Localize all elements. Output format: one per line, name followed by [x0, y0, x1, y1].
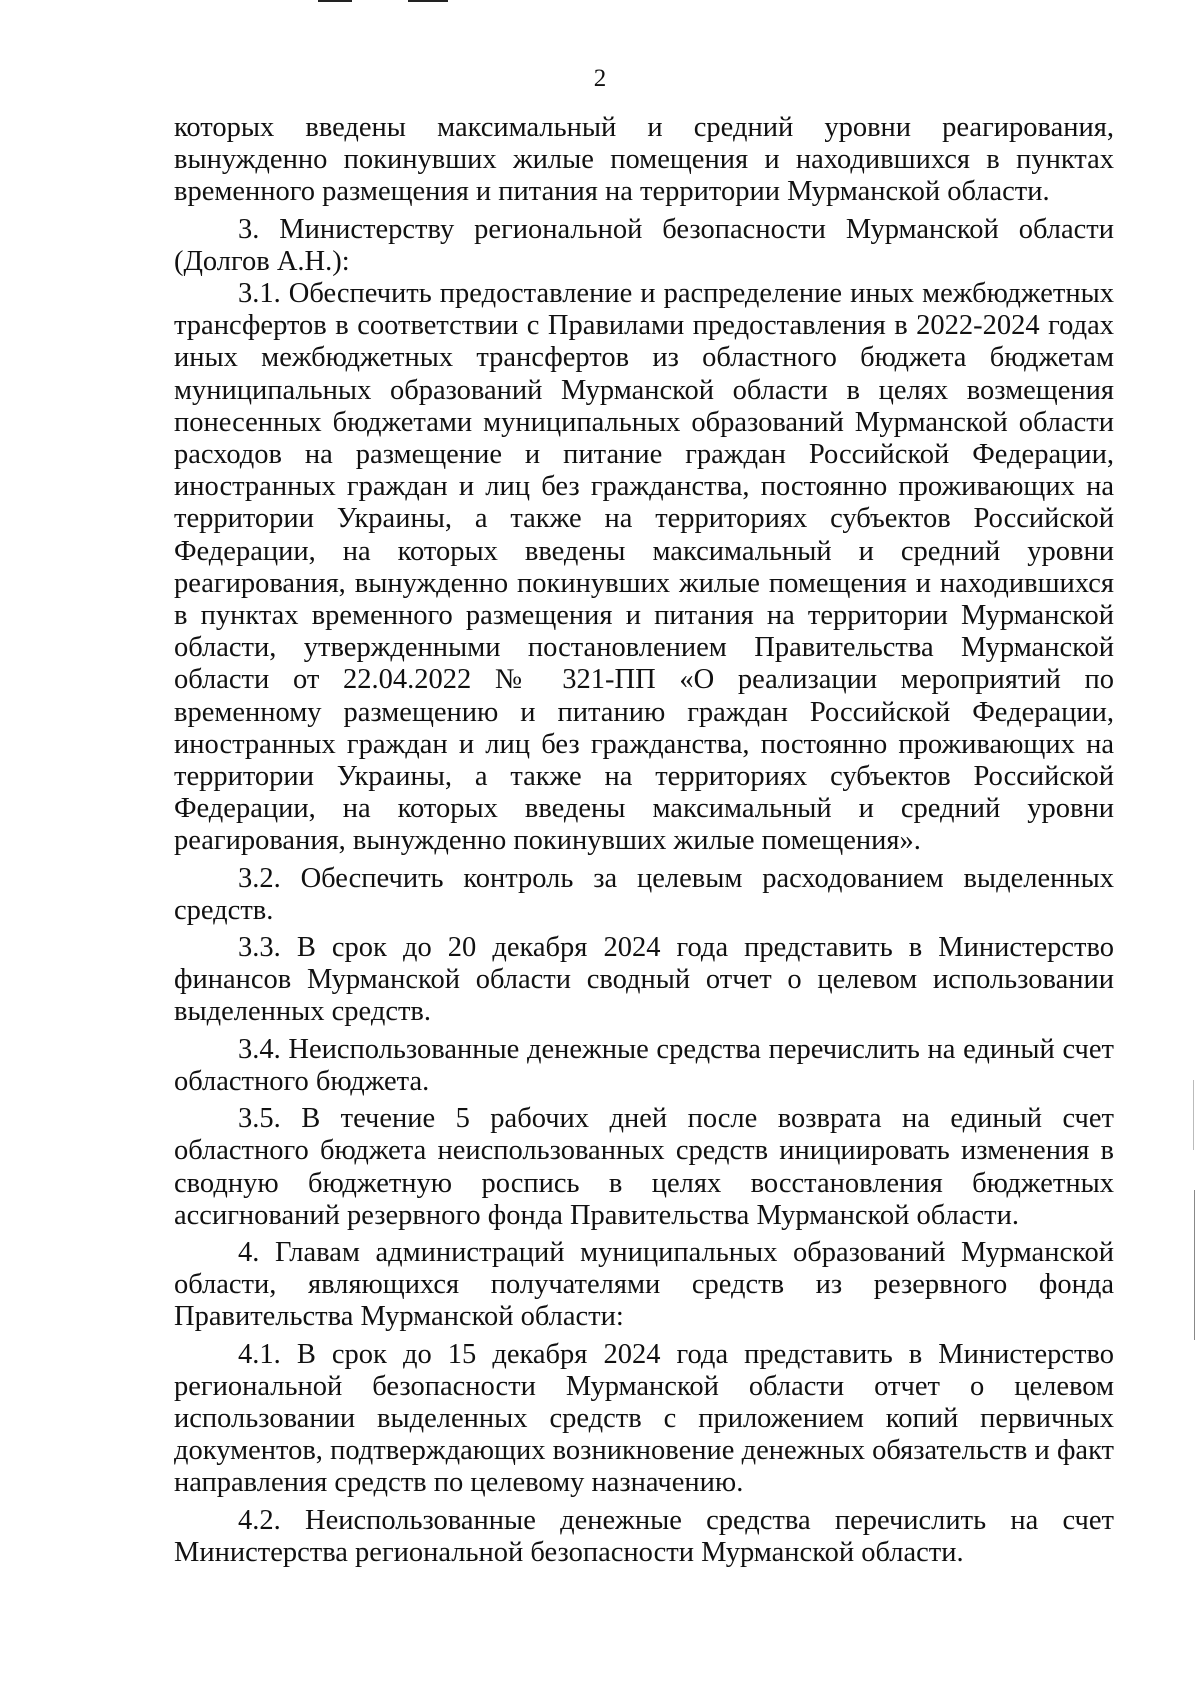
- paragraph-4-2: 4.2. Неиспользованные денежные средства перечислить на счет Министерства региональной безопасности Мурманской области.: [174, 1504, 1114, 1568]
- paragraph-3-5: 3.5. В течение 5 рабочих дней после возврата на единый счет областного бюджета неиспользованных средств инициировать изменения в сводную бюджетную роспись в целях восстановления бюджетных ассигнований резервного фонда Правительства Мурманской области.: [174, 1103, 1114, 1231]
- paragraph-3-3: 3.3. В срок до 20 декабря 2024 года представить в Министерство финансов Мурманской области сводный отчет о целевом использовании выделенных средств.: [174, 932, 1114, 1028]
- paragraph-3-4: 3.4. Неиспользованные денежные средства перечислить на единый счет областного бюджета.: [174, 1033, 1114, 1097]
- paragraph-4-1: 4.1. В срок до 15 декабря 2024 года представить в Министерство региональной безопасности Мурманской области отчет о целевом использовании выделенных средств с приложением копий первичных документов, подтверждающих возникновение денежных обязательств и факт направления средств по целевому назначению.: [174, 1338, 1114, 1499]
- scan-artifact-right-margin-2: [1194, 1190, 1195, 1340]
- scan-artifact-right-margin-1: [1193, 1080, 1194, 1150]
- page-number: 2: [593, 65, 607, 92]
- scan-artifact-top-right: [408, 0, 448, 2]
- paragraph-3-2: 3.2. Обеспечить контроль за целевым расходованием выделенных средств.: [174, 862, 1114, 926]
- paragraph-continuation: которых введены максимальный и средний уровни реагирования, вынужденно покинувших жилые помещения и находившихся в пунктах временного размещения и питания на территории Мурманской области.: [174, 112, 1114, 208]
- paragraph-4: 4. Главам администраций муниципальных образований Мурманской области, являющихся получателями средств из резервного фонда Правительства Мурманской области:: [174, 1236, 1114, 1333]
- scan-artifact-top-left: [318, 0, 352, 2]
- paragraph-3-1: 3.1. Обеспечить предоставление и распределение иных межбюджетных трансфертов в соответствии с Правилами предоставления в 2022-2024 годах иных межбюджетных трансфертов из областного бюджета бюджетам муниципальных образований Мурманской области в целях возмещения понесенных бюджетами муниципальных образований Мурманской области расходов на размещение и питание граждан Российской Федерации, иностранных граждан и лиц без гражданства, постоянно проживающих на территории Украины, а также на территориях субъектов Российской Федерации, на которых введены максимальный и средний уровни реагирования, вынужденно покинувших жилые помещения и находившихся в пунктах временного размещения и питания на территории Мурманской области, утвержденными постановлением Правительства Мурманской области от 22.04.2022 № 321-ПП «О реализации мероприятий по временному размещению и питанию граждан Российской Федерации, иностранных граждан и лиц без гражданства, постоянно проживающих на территории Украины, а также на территориях субъектов Российской Федерации, на которых введены максимальный и средний уровни реагирования, вынужденно покинувших жилые помещения».: [174, 278, 1114, 857]
- paragraph-3: 3. Министерству региональной безопасности Мурманской области (Долгов А.Н.):: [174, 213, 1114, 277]
- document-body: [174, 112, 1114, 1569]
